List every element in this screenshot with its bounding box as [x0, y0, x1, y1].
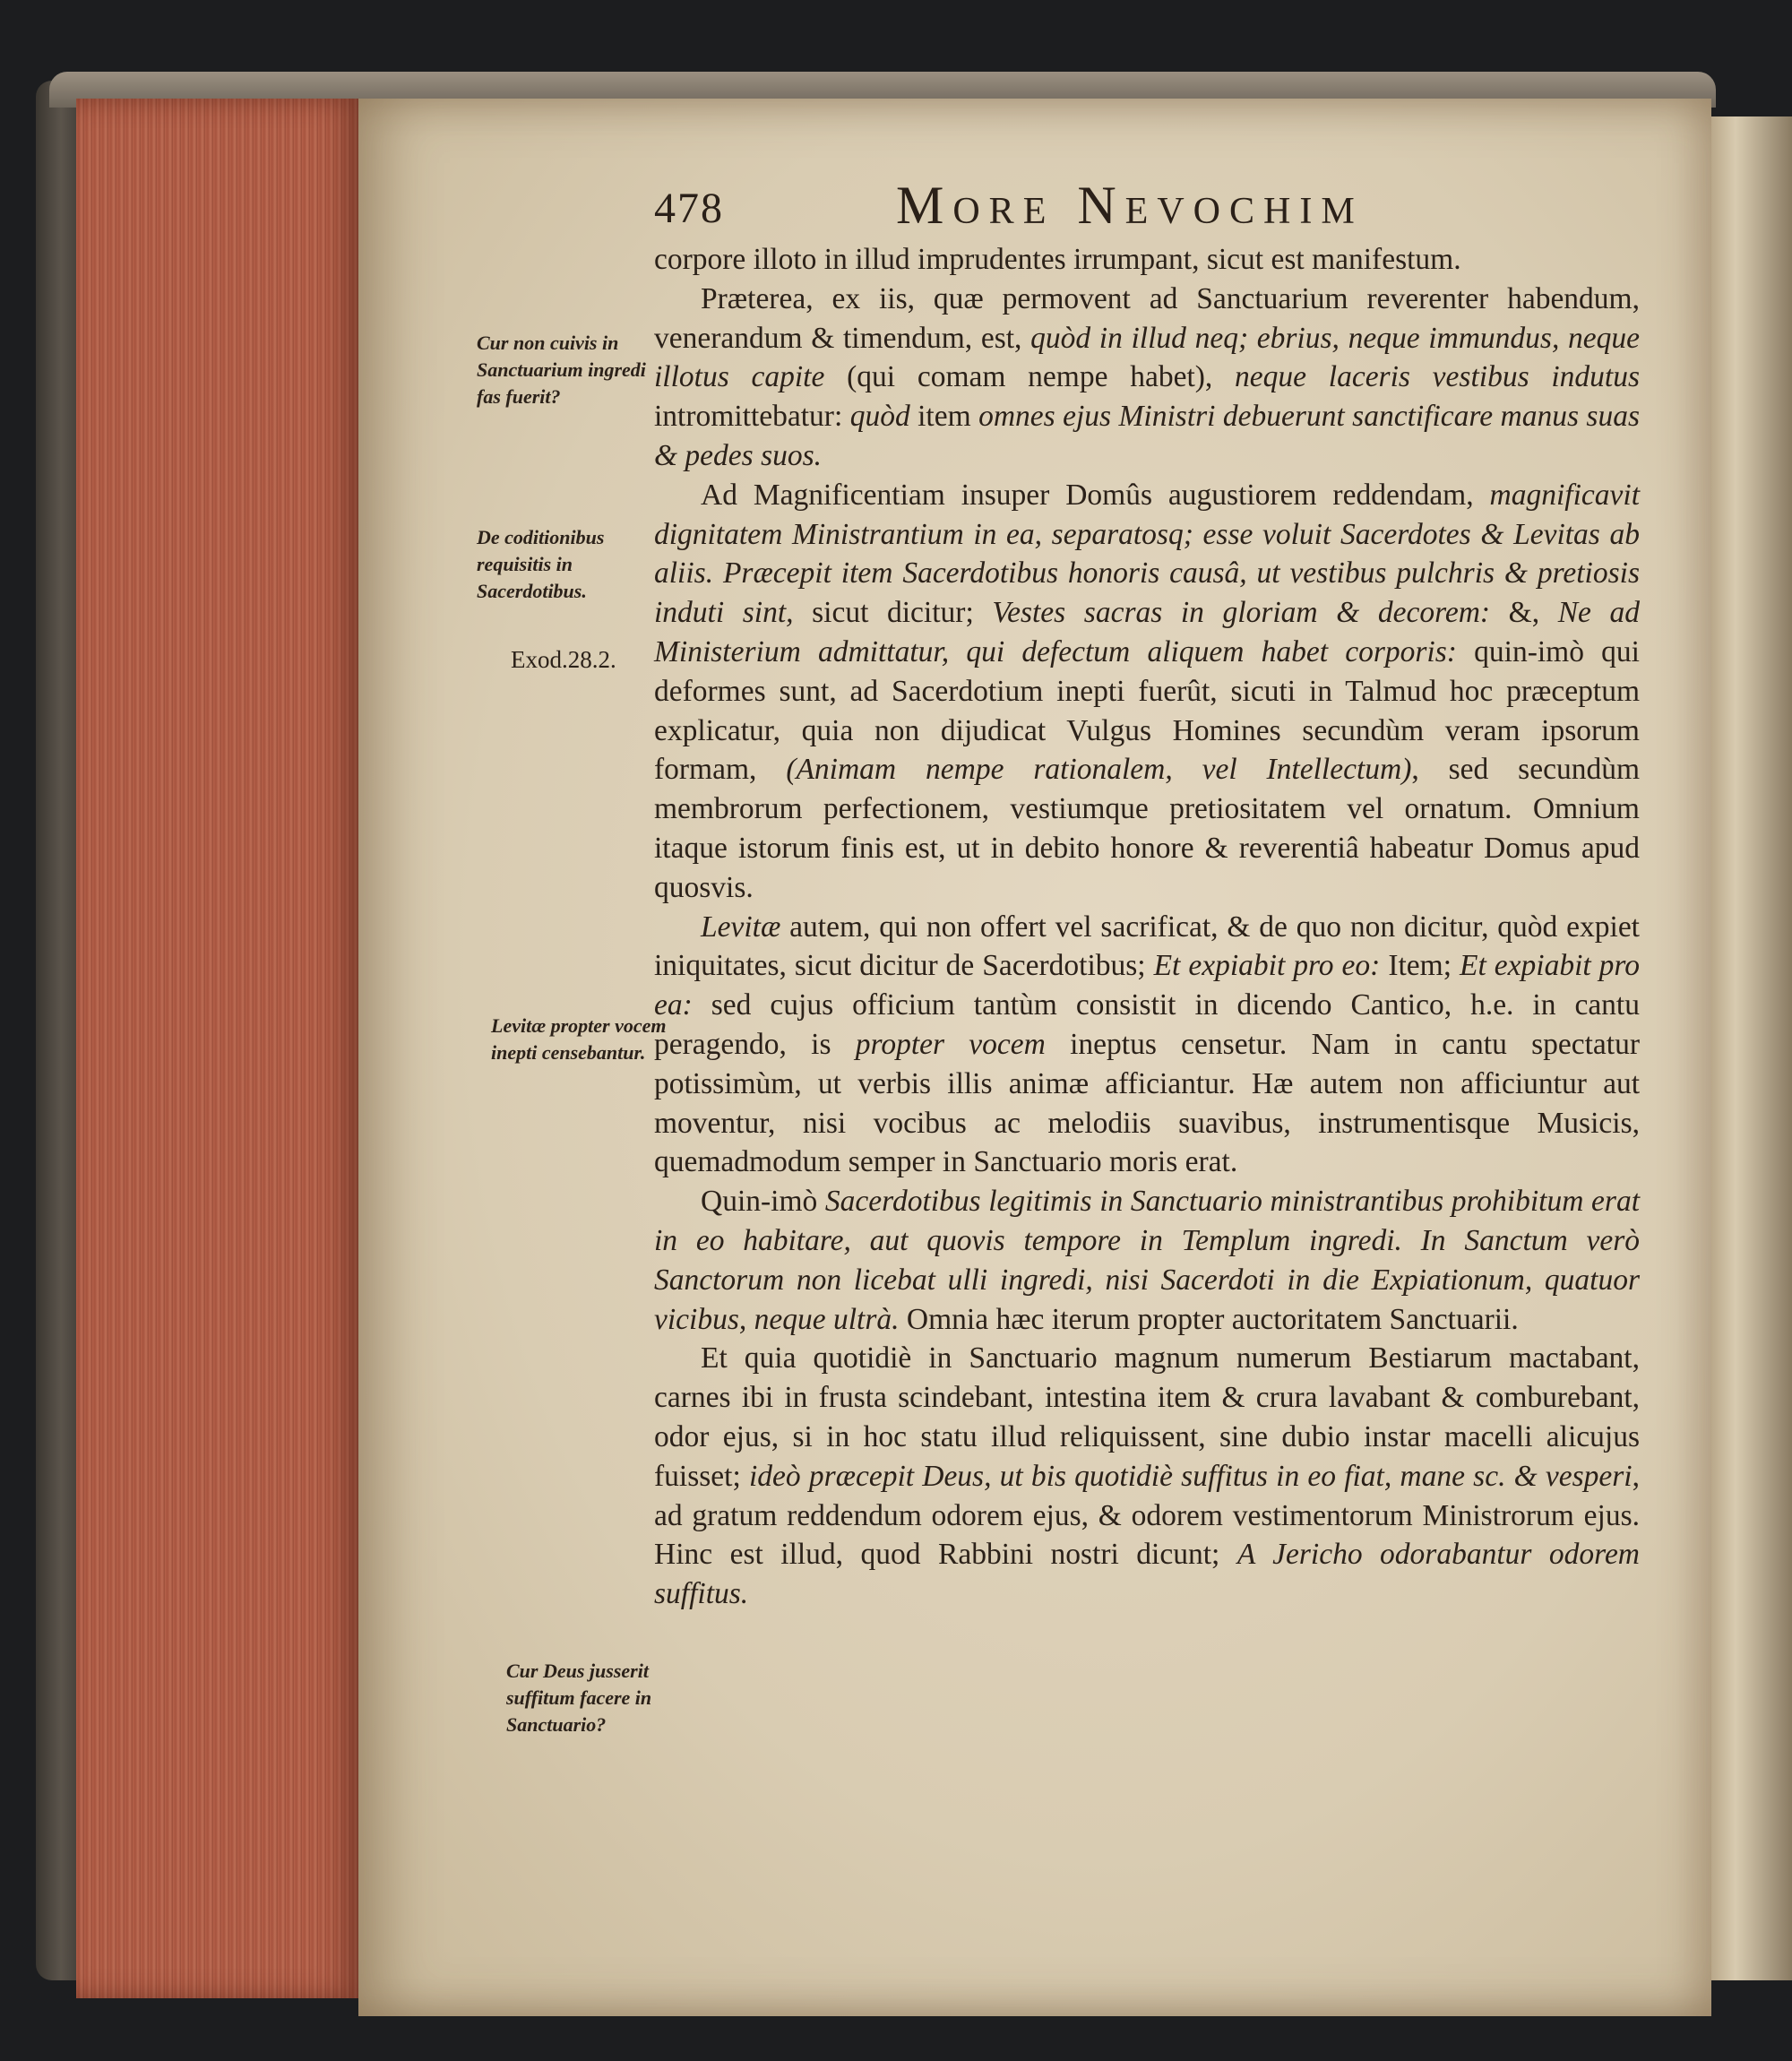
italic-run: neque laceris vestibus indutus	[1235, 360, 1641, 394]
text-run: Præterea, ex iis, quæ permovent ad Sanctuarium reverenter habendum, venerandum & timendum, est,	[654, 281, 1640, 355]
text-run: item	[909, 400, 979, 434]
paragraph: corpore illoto in illud imprudentes irrumpant, sicut est manifestum.	[654, 243, 1461, 276]
text-run: Item;	[1380, 949, 1460, 983]
italic-run: Vestes sacras in gloriam & decorem:	[992, 596, 1491, 630]
text-run: ineptus censetur. Nam in cantu spectatur potissimùm, ut verbis illis animæ afficiantur. Hæ autem non afficiuntur aut moventur, nisi vocibus ac melodiis suavibus, instrumentisque Musicis, quemadmodum semper in Sanctuario moris erat.	[654, 1027, 1641, 1179]
margin-note: Levitæ propter vocem inepti censebantur.	[491, 1014, 667, 1064]
italic-run: Et expiabit pro eo:	[1153, 949, 1381, 983]
paragraph	[654, 476, 1640, 908]
text-run: quin-imò qui deformes sunt, ad Sacerdotium inepti fuerût, sicuti in Talmud hoc præceptum explicatur, quia non dijudicat Vulgus Homines secundùm veram ipsorum formam,	[654, 634, 1640, 787]
running-title: More Nevochim	[896, 176, 1364, 235]
paragraph	[654, 280, 1640, 476]
text-run: Et quia quotidiè in Sanctuario magnum numerum Bestiarum mactabant, carnes ibi in frusta scindebant, intestina item & crura lavabant & comburebant, odor ejus, si in hoc statu illud reliquissent, sine dubio instar macelli alicujus fuisset;	[654, 1341, 1640, 1493]
page-body-text	[654, 240, 1640, 1614]
text-run: sicut dicitur;	[793, 596, 993, 630]
italic-run: (Animam nempe rationalem, vel Intellectum)	[786, 753, 1412, 787]
page-header	[654, 175, 1693, 237]
italic-run: magnificavit dignitatem Ministrantium in ea, separatosq; esse voluit Sacerdotes & Levitas ab aliis. Præcepit item Sacerdotibus honoris causâ, ut vestibus pulchris & pretiosis induti sint,	[654, 478, 1640, 630]
paragraph	[654, 908, 1640, 1183]
text-run: autem, qui non offert vel sacrificat, & de quo non dicitur, quòd expiet iniquitates, sicut dicitur de Sacerdotibus;	[654, 910, 1640, 983]
italic-run: omnes ejus Ministri debuerunt sanctificare manus suas & pedes suos.	[654, 400, 1640, 472]
text-run: , ad gratum reddendum odorem ejus, & odorem vestimentorum Ministrorum ejus. Hinc est illud, quod Rabbini nostri dicunt;	[654, 1459, 1640, 1572]
italic-run: Et expiabit pro ea:	[654, 949, 1640, 1022]
italic-run: Levitæ	[701, 910, 781, 944]
text-run: Quin-imò	[701, 1185, 825, 1219]
italic-run: quòd in illud neq; ebrius, neque immundus, neque illotus capite	[654, 321, 1640, 394]
page-stack-edge	[76, 99, 363, 1998]
text-run: intromittebatur:	[654, 400, 850, 434]
paragraph	[654, 1182, 1640, 1339]
text-run: , sed secundùm membrorum perfectionem, vestiumque pretiositatem vel ornatum. Omnium itaque istorum finis est, ut in debito honore & reverentiâ habeatur Domus apud quosvis.	[654, 753, 1641, 904]
italic-run: propter vocem	[855, 1027, 1046, 1061]
text-run: Omnia hæc iterum propter auctoritatem Sanctuarii.	[899, 1302, 1519, 1336]
paragraph	[654, 1339, 1640, 1614]
italic-run: Ne ad Ministerium admittatur, qui defectum aliquem habet corporis:	[654, 596, 1641, 668]
margin-note: Cur non cuivis in Sanctuarium ingredi fas fuerit?	[477, 332, 646, 408]
margin-reference: Exod.28.2.	[511, 646, 616, 673]
text-run: &,	[1490, 596, 1558, 630]
italic-run: A Jericho odorabantur odorem suffitus.	[654, 1538, 1640, 1611]
italic-run: ideò præcepit Deus, ut bis quotidiè suffitus in eo fiat, mane sc. & vesperi	[748, 1459, 1633, 1493]
text-run: sed cujus officium tantùm consistit in dicendo Cantico, h.e. in cantu peragendo, is	[654, 988, 1640, 1061]
margin-note: De coditionibus requisitis in Sacerdotibus.	[477, 526, 605, 602]
italic-run: Sacerdotibus legitimis in Sanctuario ministrantibus prohibitum erat in eo habitare, aut quovis tempore in Templum ingredi. In Sanctum verò Sanctorum non licebat ulli ingredi, nisi Sacerdoti in die Expiationum, quatuor vicibus, neque ultrà.	[654, 1185, 1641, 1336]
facing-page-edge	[1711, 116, 1792, 1980]
italic-run: quòd	[849, 400, 910, 434]
text-run: Ad Magnificentiam insuper Domûs augustiorem reddendam,	[701, 478, 1490, 512]
text-run: (qui comam nempe habet),	[824, 360, 1236, 394]
page-number: 478	[654, 185, 724, 232]
margin-note: Cur Deus jusserit suffitum facere in Sanctuario?	[506, 1660, 652, 1736]
